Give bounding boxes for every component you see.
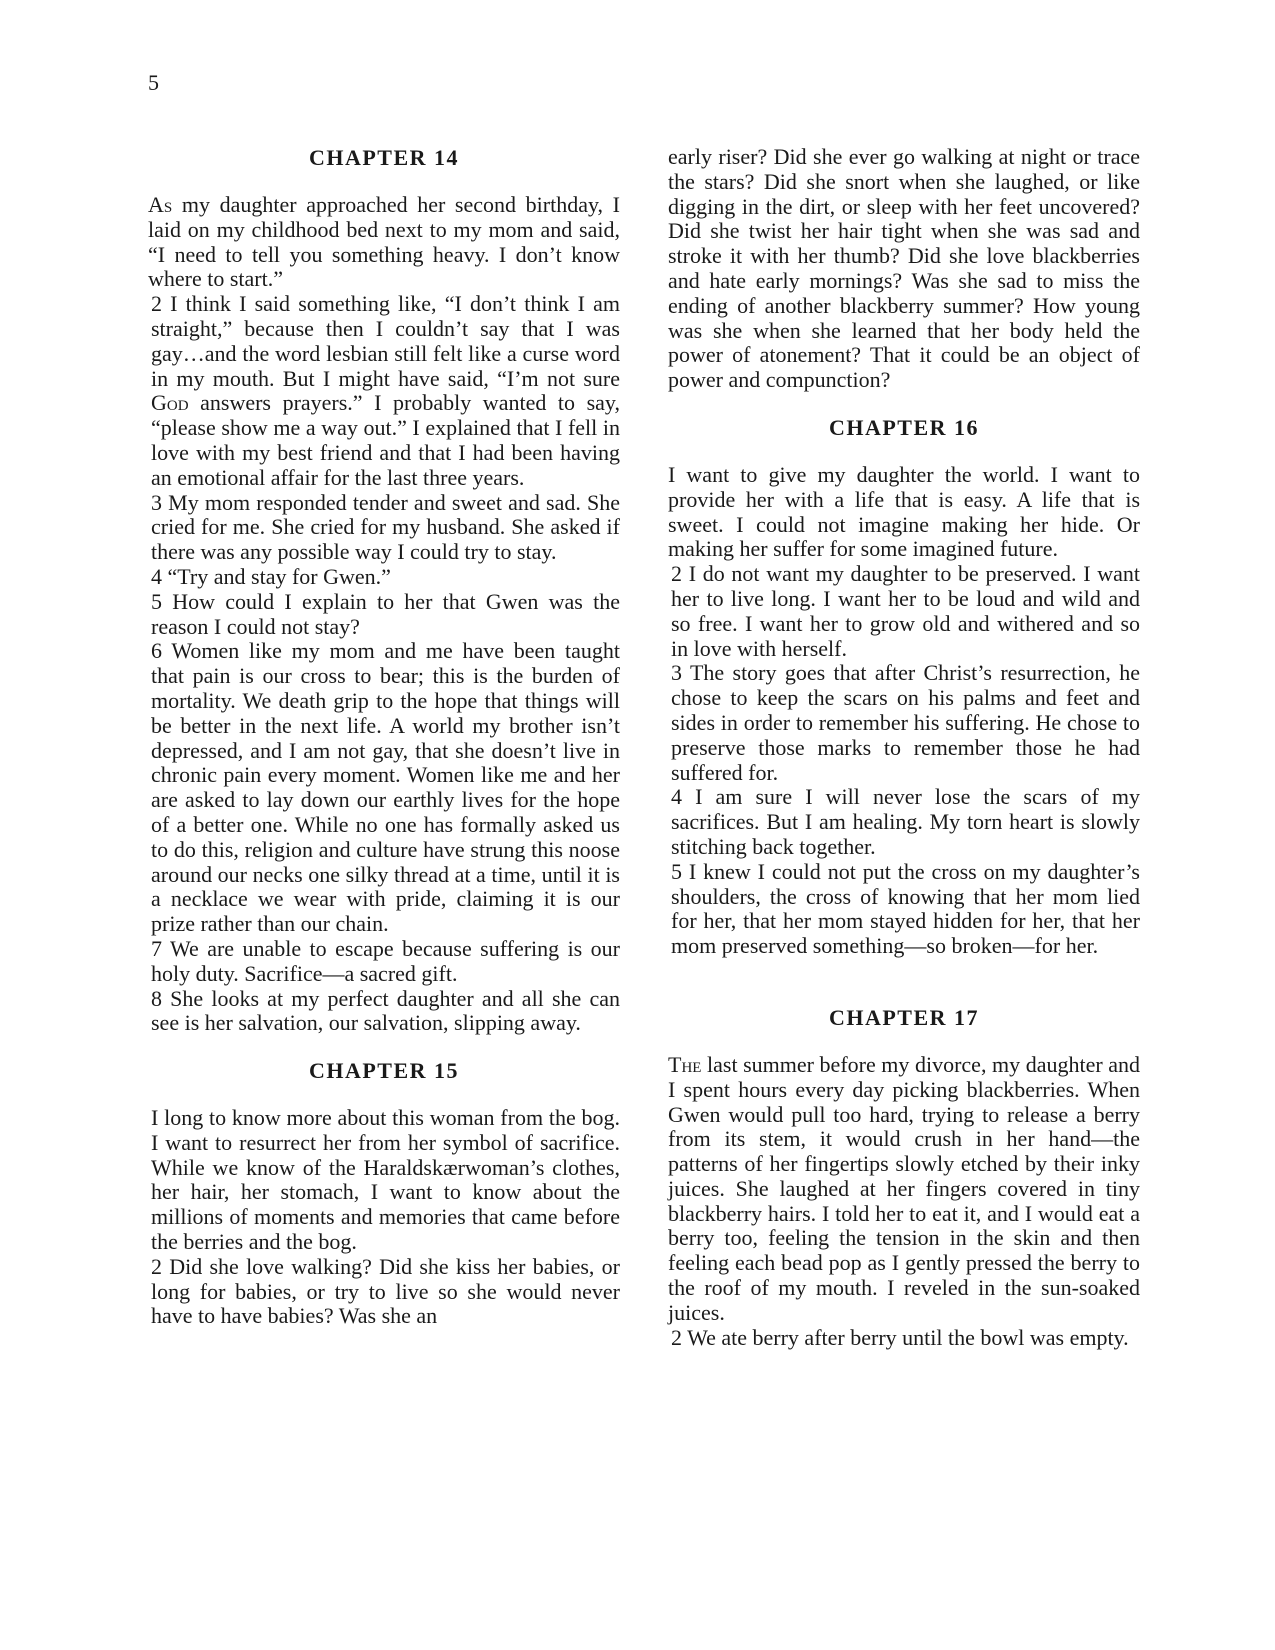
chapter-15-paragraph-2-start: 2 Did she love walking? Did she kiss her babies, or long for babies, or try to live so she would never have to have babies? Was she an [151, 1253, 620, 1329]
chapter-17-paragraph-2: 2 We ate berry after berry until the bowl was empty. [671, 1324, 1129, 1350]
chapter-14-paragraph-2: 2 I think I said something like, “I don’t think I am straight,” because then I couldn’t say that I was gay…and the word lesbian still felt like a curse word in my mouth. But I might have said, “I’m not sure God answers prayers.” I probably wanted to say, “please show me a way out.” I explained that I fell in love with my best friend and that I had been having an emotional affair for the last three years. [151, 291, 620, 490]
chapter-16-paragraph-5: 5 I knew I could not put the cross on my daughter’s shoulders, the cross of knowing that her mom lied for her, that her mom stayed hidden for her, that her mom preserved something—so broken—for her. [671, 858, 1140, 959]
chapter-15-paragraph-1: I long to know more about this woman from the bog. I want to resurrect her from her symbol of sacrifice. While we know of the Haraldskærwoman’s clothes, her hair, her stomach, I want to know about the millions of moments and memories that came before the berries and the bog. [151, 1105, 620, 1255]
left-column [148, 145, 620, 1329]
page-number: 5 [148, 70, 159, 95]
chapter-14-heading: CHAPTER 14 [308, 145, 460, 170]
chapter-15-paragraph-2-continued: early riser? Did she ever go walking at night or trace the stars? Did she snort when she laughed, or like digging in the dirt, or sleep with her feet uncovered? Did she twist her hair tight when she was sad and stroke it with her thumb? Did she love blackberries and hate early mornings? Was she sad to miss the ending of another blackberry summer? How young was she when she learned that her body held the power of atonement? That it could be an object of power and compunction? [668, 144, 1140, 393]
right-column [668, 145, 1140, 1350]
chapter-16-paragraph-1: I want to give my daughter the world. I want to provide her with a life that is easy. A life that is sweet. I could not imagine making her hide. Or making her suffer for some imagined future. [668, 461, 1140, 562]
chapter-15-heading: CHAPTER 15 [308, 1058, 460, 1084]
chapter-14-paragraph-6: 6 Women like my mom and me have been taught that pain is our cross to bear; this is the burden of mortality. We death grip to the hope that things will be better in the next life. A world my brother isn’t depressed, and I am not gay, that she doesn’t live in chronic pain every moment. Women like me and her are asked to lay down our earthly lives for the hope of a better one. While no one has formally asked us to do this, religion and culture have strung this noose around our necks one silky thread at a time, until it is a necklace we wear with pride, claiming it is our prize rather than our chain. [151, 638, 620, 937]
chapter-14-paragraph-1: As my daughter approached her second birthday, I laid on my childhood bed next to my mom and said, “I need to tell you something heavy. I don’t know where to start.” [148, 192, 620, 292]
chapter-14-paragraph-5: 5 How could I explain to her that Gwen was the reason I could not stay? [151, 588, 620, 639]
chapter-17-paragraph-1: The last summer before my divorce, my daughter and I spent hours every day picking blackberries. When Gwen would pull too hard, trying to release a berry from its stem, it would crush in her hand—the patterns of her fingertips slowly etched by their inky juices. She laughed at her fingers covered in tiny blackberry hairs. I told her to eat it, and I would eat a berry too, feeling the tension in the skin and then feeling each bead pop as I gently pressed the berry to the roof of my mouth. I reveled in the sun-soaked juices. [668, 1051, 1140, 1325]
chapter-14-paragraph-8: 8 She looks at my perfect daughter and all she can see is her salvation, our salvation, slipping away. [151, 985, 620, 1036]
chapter-17-heading: CHAPTER 17 [828, 1004, 980, 1030]
chapter-16-paragraph-2: 2 I do not want my daughter to be preserved. I want her to live long. I want her to be loud and wild and so free. I want her to grow old and withered and so in love with herself. [671, 561, 1140, 661]
chapter-16-heading: CHAPTER 16 [828, 414, 980, 440]
chapter-16-paragraph-4: 4 I am sure I will never lose the scars of my sacrifices. But I am healing. My torn heart is slowly stitching back together. [671, 784, 1140, 859]
chapter-16-paragraph-3: 3 The story goes that after Christ’s resurrection, he chose to keep the scars on his palms and feet and sides in order to remember his suffering. He chose to preserve those marks to remember those he had suffered for. [671, 660, 1140, 785]
chapter-14-paragraph-7: 7 We are unable to escape because suffering is our holy duty. Sacrifice—a sacred gift. [151, 935, 620, 986]
chapter-14-paragraph-4: 4 “Try and stay for Gwen.” [151, 563, 391, 589]
chapter-14-paragraph-3: 3 My mom responded tender and sweet and sad. She cried for me. She cried for my husband. She asked if there was any possible way I could try to stay. [151, 489, 620, 565]
chapter-14-lead-word: As [148, 192, 173, 217]
god-smallcaps: God [151, 390, 189, 416]
chapter-17-lead-word: The [668, 1051, 702, 1077]
